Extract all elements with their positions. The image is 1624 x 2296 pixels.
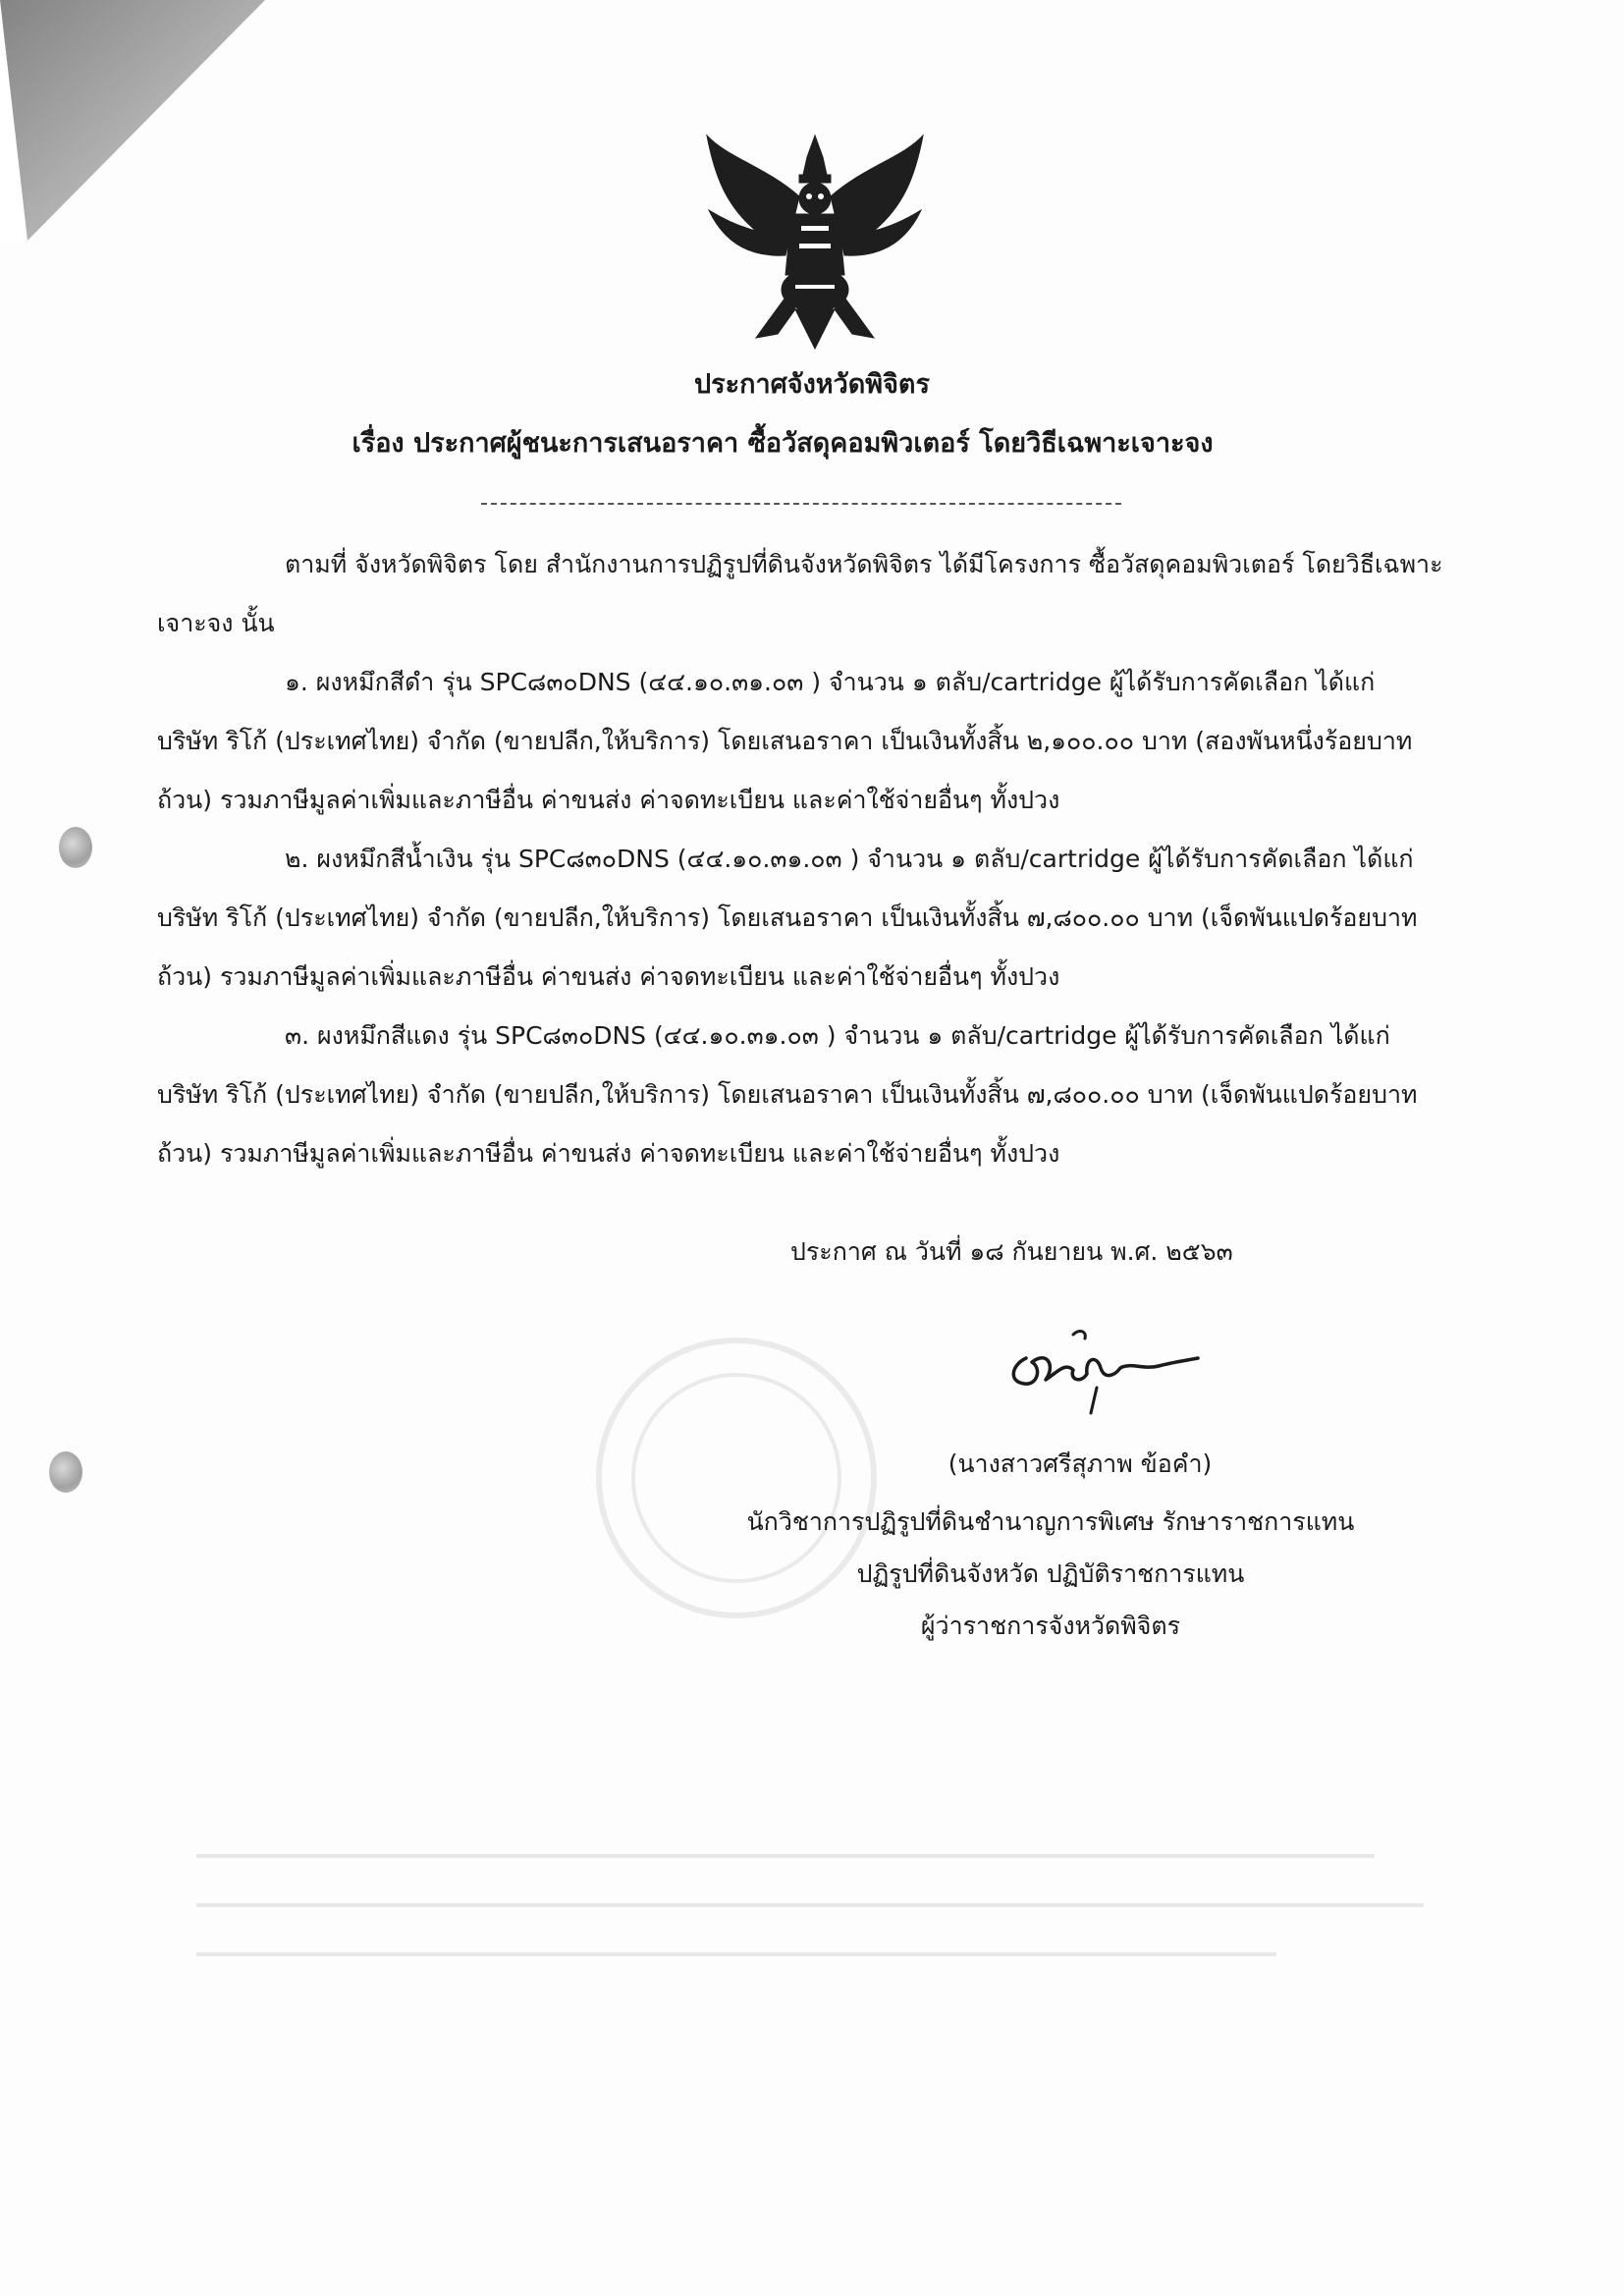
signer-position-2: ปฏิรูปที่ดินจังหวัด ปฏิบัติราชการแทน (856, 1559, 1245, 1588)
intro-text: ตามที่ จังหวัดพิจิตร โดย สำนักงานการปฏิรูปที่ดินจังหวัดพิจิตร ได้มีโครงการ ซื้อวัสดุคอมพิวเตอร์ โดยวิธีเฉพาะเจาะจง นั้น (157, 550, 1443, 637)
announcement-date: ประกาศ ณ วันที่ ๑๘ กันยายน พ.ศ. ๒๕๖๓ (790, 1237, 1233, 1266)
title-divider (481, 503, 1121, 505)
handwritten-signature-icon (987, 1311, 1203, 1419)
document-subject: เรื่อง ประกาศผู้ชนะการเสนอราคา ซื้อวัสดุคอมพิวเตอร์ โดยวิธีเฉพาะเจาะจง (352, 428, 1214, 459)
item-3-text: ๓. ผงหมึกสีแดง รุ่น SPC๘๓๐DNS (๔๔.๑๐.๓๑.๐๓ ) จำนวน ๑ ตลับ/cartridge ผู้ได้รับการคัดเลือก ได้แก่ บริษัท ริโก้ (ประเทศไทย) จำกัด (ขายปลีก,ให้บริการ) โดยเสนอราคา เป็นเงินทั้งสิ้น ๗,๘๐๐.๐๐ บาท (เจ็ดพันแปดร้อยบาทถ้วน) รวมภาษีมูลค่าเพิ่มและภาษีอื่น ค่าขนส่ง ค่าจดทะเบียน และค่าใช้จ่ายอื่นๆ ทั้งปวง (157, 1021, 1418, 1168)
list-item (157, 1007, 1443, 1183)
list-item (157, 653, 1443, 830)
faint-bleed-through (196, 1836, 1424, 1974)
document-title: ประกาศจังหวัดพิจิตร (694, 369, 930, 400)
punch-hole-upper (59, 827, 92, 868)
scan-corner-shadow (0, 0, 275, 246)
punch-hole-lower (49, 1451, 82, 1493)
signer-position-3: ผู้ว่าราชการจังหวัดพิจิตร (920, 1612, 1181, 1640)
item-1-text: ๑. ผงหมึกสีดำ รุ่น SPC๘๓๐DNS (๔๔.๑๐.๓๑.๐๓ ) จำนวน ๑ ตลับ/cartridge ผู้ได้รับการคัดเลือก ได้แก่ บริษัท ริโก้ (ประเทศไทย) จำกัด (ขายปลีก,ให้บริการ) โดยเสนอราคา เป็นเงินทั้งสิ้น ๒,๑๐๐.๐๐ บาท (สองพันหนึ่งร้อยบาทถ้วน) รวมภาษีมูลค่าเพิ่มและภาษีอื่น ค่าขนส่ง ค่าจดทะเบียน และค่าใช้จ่ายอื่นๆ ทั้งปวง (157, 668, 1413, 814)
signer-name: (นางสาวศรีสุภาพ ข้อคำ) (947, 1449, 1213, 1478)
signer-position-1: นักวิชาการปฏิรูปที่ดินชำนาญการพิเศษ รักษาราชการแทน (746, 1507, 1355, 1536)
intro-paragraph (157, 535, 1443, 653)
garuda-emblem-icon (697, 128, 933, 354)
item-2-text: ๒. ผงหมึกสีน้ำเงิน รุ่น SPC๘๓๐DNS (๔๔.๑๐.๓๑.๐๓ ) จำนวน ๑ ตลับ/cartridge ผู้ได้รับการคัดเลือก ได้แก่ บริษัท ริโก้ (ประเทศไทย) จำกัด (ขายปลีก,ให้บริการ) โดยเสนอราคา เป็นเงินทั้งสิ้น ๗,๘๐๐.๐๐ บาท (เจ็ดพันแปดร้อยบาทถ้วน) รวมภาษีมูลค่าเพิ่มและภาษีอื่น ค่าขนส่ง ค่าจดทะเบียน และค่าใช้จ่ายอื่นๆ ทั้งปวง (157, 845, 1418, 991)
list-item (157, 830, 1443, 1007)
